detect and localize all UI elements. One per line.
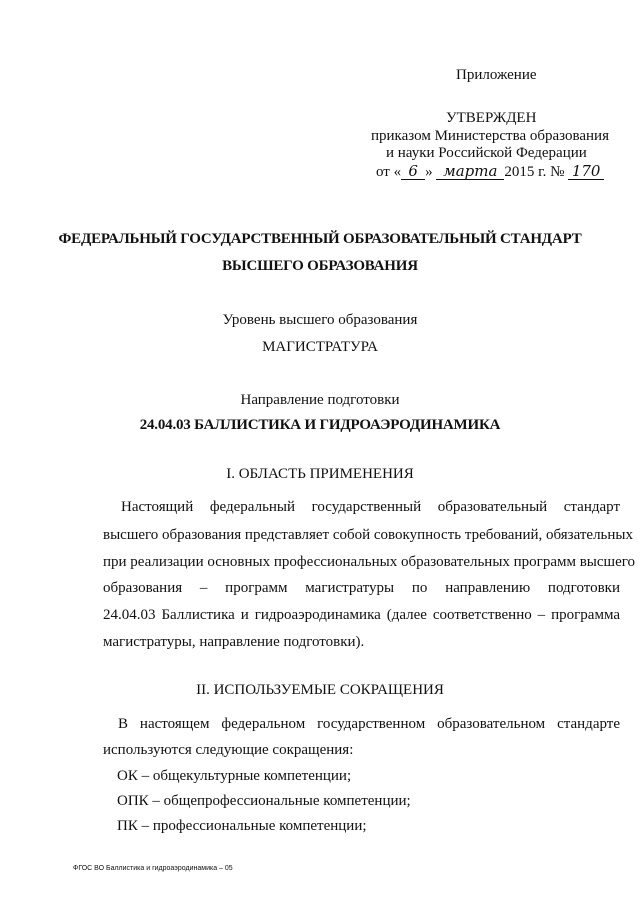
- section-1-line: образования – программ магистратуры по направлению подготовки: [103, 580, 620, 596]
- order-date-line: [376, 163, 604, 181]
- date-mid: »: [425, 164, 433, 180]
- direction-value: 24.04.03 БАЛЛИСТИКА И ГИДРОАЭРОДИНАМИКА: [139, 417, 501, 433]
- document-title-line-1: ФЕДЕРАЛЬНЫЙ ГОСУДАРСТВЕННЫЙ ОБРАЗОВАТЕЛЬНЫЙ СТАНДАРТ: [58, 231, 582, 247]
- document-title-line-2: ВЫСШЕГО ОБРАЗОВАНИЯ: [222, 258, 418, 274]
- abbreviation-item: ОК – общекультурные компетенции;: [117, 768, 352, 784]
- section-1-line: при реализации основных профессиональных образовательных программ высшего: [103, 554, 636, 570]
- approved-label: УТВЕРЖДЕН: [446, 110, 537, 126]
- date-number: 170: [568, 163, 604, 180]
- section-2-heading: II. ИСПОЛЬЗУЕМЫЕ СОКРАЩЕНИЯ: [196, 682, 444, 698]
- order-line-1: приказом Министерства образования: [371, 128, 609, 144]
- level-label: Уровень высшего образования: [222, 312, 418, 328]
- section-1-line: магистратуры, направление подготовки).: [103, 634, 365, 650]
- appendix-label: Приложение: [456, 67, 537, 83]
- footer-text: ФГОС ВО Баллистика и гидроаэродинамика – 05: [73, 865, 233, 872]
- section-1-line: высшего образования представляет собой совокупность требований, обязательных: [103, 527, 633, 543]
- date-prefix: от «: [376, 164, 402, 180]
- section-1-heading: I. ОБЛАСТЬ ПРИМЕНЕНИЯ: [226, 466, 414, 482]
- section-1-line: Настоящий федеральный государственный образовательный стандарт: [121, 499, 620, 515]
- section-2-intro-line: В настоящем федеральном государственном образовательном стандарте: [118, 716, 620, 732]
- direction-label: Направление подготовки: [240, 392, 400, 408]
- abbreviation-item: ОПК – общепрофессиональные компетенции;: [117, 793, 411, 809]
- date-day: 6: [401, 163, 425, 180]
- date-year: 2015 г. №: [504, 164, 565, 180]
- level-value: МАГИСТРАТУРА: [262, 339, 378, 355]
- section-2-intro-line: используются следующие сокращения:: [103, 742, 354, 758]
- order-line-2: и науки Российской Федерации: [386, 145, 587, 161]
- section-1-line: 24.04.03 Баллистика и гидроаэродинамика (далее соответственно – программа: [103, 607, 620, 623]
- abbreviation-item: ПК – профессиональные компетенции;: [117, 818, 367, 834]
- date-month: марта: [436, 163, 504, 180]
